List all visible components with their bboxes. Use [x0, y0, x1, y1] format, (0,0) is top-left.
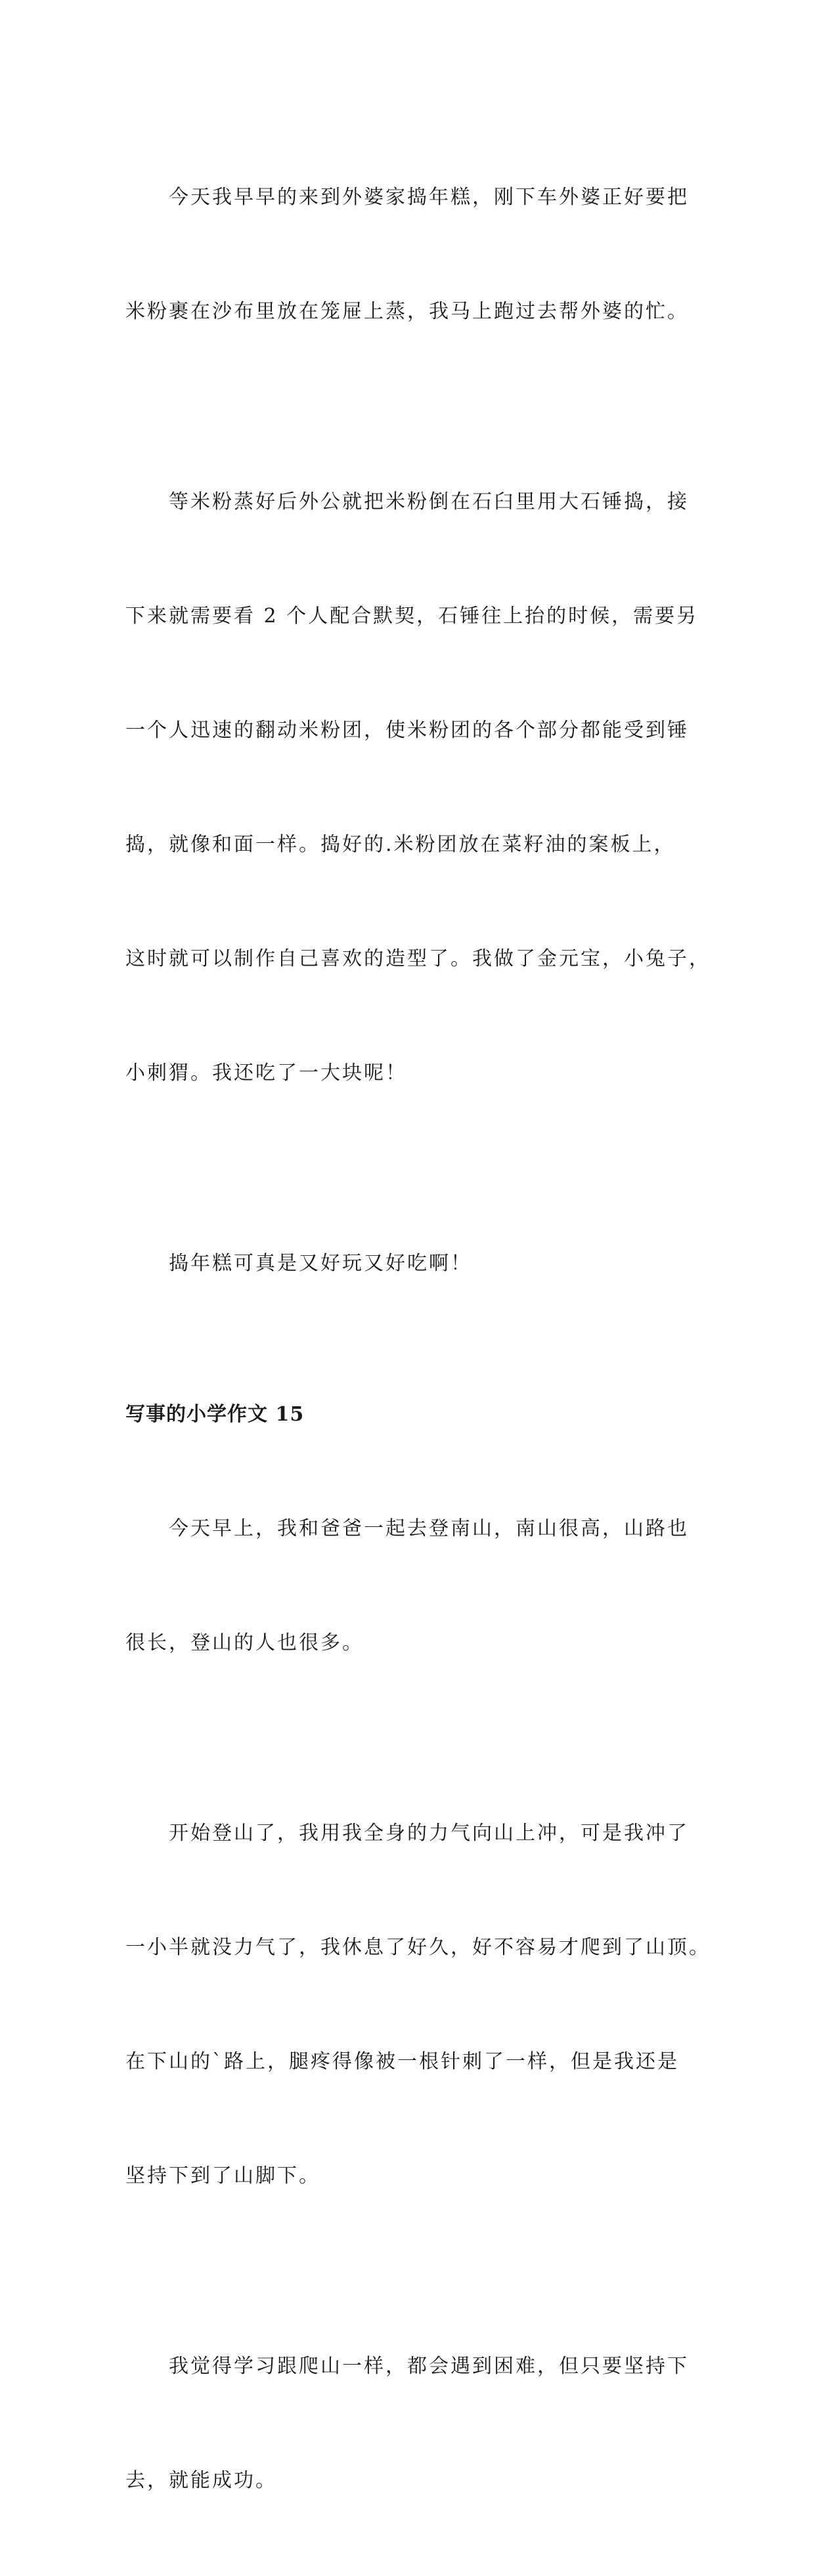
text-line: 今天早上，我和爸爸一起去登南山，南山很高，山路也	[125, 1517, 689, 1540]
text-line: 等米粉蒸好后外公就把米粉倒在石臼里用大石锤捣，接	[125, 490, 689, 513]
text-line: 米粉裹在沙布里放在笼屉上蒸，我马上跑过去帮外婆的忙。	[125, 300, 689, 323]
text-line: 一个人迅速的翻动米粉团，使米粉团的各个部分都能受到锤	[125, 719, 689, 742]
paragraph-climbing-intro	[125, 1434, 703, 1738]
essay-heading: 写事的小学作文 15	[125, 1403, 305, 1426]
text-line: 这时就可以制作自己喜欢的造型了。我做了金元宝，小兔子，	[125, 947, 711, 970]
paragraph-making-rice-cake-intro	[125, 102, 703, 407]
text-line: 捣，就像和面一样。捣好的.米粉团放在菜籽油的案板上，	[125, 833, 676, 856]
text-line: 下来就需要看 2 个人配合默契，石锤往上抬的时候，需要另	[125, 605, 699, 628]
text-line: 在下山的`路上，腿疼得像被一根针刺了一样，但是我还是	[125, 2050, 679, 2073]
text-line: 我觉得学习跟爬山一样，都会遇到困难，但只要坚持下	[125, 2355, 689, 2378]
text-line: 开始登山了，我用我全身的力气向山上冲，可是我冲了	[125, 1822, 689, 1845]
text-line: 捣年糕可真是又好玩又好吃啊！	[125, 1252, 472, 1275]
paragraph-pounding-process	[125, 407, 711, 1169]
text-line: 一小半就没力气了，我休息了好久，好不容易才爬到了山顶。	[125, 1936, 711, 1959]
text-line: 去，就能成功。	[125, 2469, 277, 2492]
document-body	[125, 102, 711, 2576]
text-line: 小刺猬。我还吃了一大块呢！	[125, 1062, 407, 1084]
paragraph-climbing-process	[125, 1738, 711, 2271]
text-line: 很长，登山的人也很多。	[125, 1631, 364, 1654]
text-line: 坚持下到了山脚下。	[125, 2164, 320, 2187]
text-line: 今天我早早的来到外婆家捣年糕，刚下车外婆正好要把	[125, 186, 689, 209]
paragraph-rice-cake-conclusion	[125, 1169, 703, 1359]
paragraph-climbing-conclusion	[125, 2271, 703, 2576]
